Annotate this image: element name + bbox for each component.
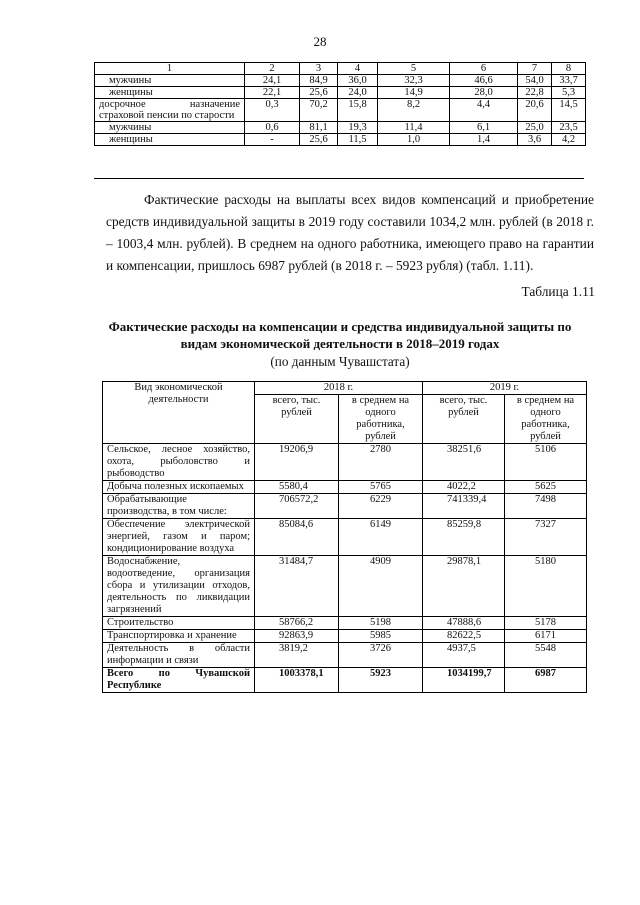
cell-value: 14,5 <box>552 99 586 122</box>
cell-value: 81,1 <box>300 122 338 134</box>
total-2019-cell: 1034199,7 <box>423 668 505 693</box>
total-2019-cell: 85259,8 <box>423 519 505 556</box>
cell-value: 22,8 <box>518 87 552 99</box>
cell-value: 46,6 <box>450 75 518 87</box>
avg-2019-cell: 5180 <box>505 556 587 617</box>
avg-2019-cell: 5178 <box>505 617 587 630</box>
header-year-2018: 2018 г. <box>255 382 423 395</box>
cell-value: 32,3 <box>378 75 450 87</box>
total-2018-cell: 706572,2 <box>255 494 339 519</box>
cell-value: 25,6 <box>300 134 338 146</box>
header-avg: в среднем на одного работника, рублей <box>505 395 587 444</box>
total-2019-cell: 4022,2 <box>423 481 505 494</box>
total-2018-cell: 3819,2 <box>255 643 339 668</box>
table-row <box>95 87 586 99</box>
cell-value: 15,8 <box>338 99 378 122</box>
total-2019-cell: 4937,5 <box>423 643 505 668</box>
total-2018-cell: 5580,4 <box>255 481 339 494</box>
column-number: 1 <box>95 63 245 75</box>
avg-2018-cell: 2780 <box>339 444 423 481</box>
column-number: 4 <box>338 63 378 75</box>
cell-value: 4,2 <box>552 134 586 146</box>
total-2018-cell: 58766,2 <box>255 617 339 630</box>
cell-value: 0,6 <box>245 122 300 134</box>
table-row <box>103 617 587 630</box>
cell-value: 54,0 <box>518 75 552 87</box>
table-row <box>95 99 586 122</box>
activity-cell: Обеспечение электрической энергией, газом и паром; кондиционирование воздуха <box>103 519 255 556</box>
cell-value: 11,5 <box>338 134 378 146</box>
cell-value: 14,9 <box>378 87 450 99</box>
avg-2019-cell: 6171 <box>505 630 587 643</box>
total-2018-cell: 19206,9 <box>255 444 339 481</box>
row-label: мужчины <box>95 122 245 134</box>
table-header-row <box>103 382 587 395</box>
table-row <box>103 643 587 668</box>
cell-value: 25,6 <box>300 87 338 99</box>
header-avg: в среднем на одного работника, рублей <box>339 395 423 444</box>
column-number: 3 <box>300 63 338 75</box>
cell-value: 3,6 <box>518 134 552 146</box>
activity-cell: Водоснабжение, водоотведение, организация сбора и утилизации отходов, деятельность по ликвидации загрязнений <box>103 556 255 617</box>
table-row <box>103 556 587 617</box>
cell-value: 6,1 <box>450 122 518 134</box>
column-number: 2 <box>245 63 300 75</box>
avg-2019-cell: 7498 <box>505 494 587 519</box>
table-row <box>95 75 586 87</box>
table-row <box>103 630 587 643</box>
avg-2018-cell: 5985 <box>339 630 423 643</box>
cell-value: 24,1 <box>245 75 300 87</box>
cell-value: 36,0 <box>338 75 378 87</box>
expenses-table <box>102 381 587 693</box>
activity-cell: Обрабатывающие производства, в том числе: <box>103 494 255 519</box>
header-total: всего, тыс. рублей <box>255 395 339 444</box>
cell-value: 33,7 <box>552 75 586 87</box>
table-row <box>103 481 587 494</box>
total-2019-cell: 47888,6 <box>423 617 505 630</box>
total-2019-cell: 82622,5 <box>423 630 505 643</box>
table-bottom-rule <box>94 178 584 179</box>
avg-2019-cell: 5548 <box>505 643 587 668</box>
activity-cell: Всего по Чувашской Республике <box>103 668 255 693</box>
avg-2018-cell: 5198 <box>339 617 423 630</box>
row-label: женщины <box>95 87 245 99</box>
avg-2019-cell: 5625 <box>505 481 587 494</box>
activity-cell: Деятельность в области информации и связи <box>103 643 255 668</box>
activity-cell: Транспортировка и хранение <box>103 630 255 643</box>
total-2018-cell: 31484,7 <box>255 556 339 617</box>
table-row <box>103 494 587 519</box>
continued-table <box>94 62 586 146</box>
total-2019-cell: 29878,1 <box>423 556 505 617</box>
cell-value: - <box>245 134 300 146</box>
table-total-row <box>103 668 587 693</box>
avg-2019-cell: 7327 <box>505 519 587 556</box>
cell-value: 4,4 <box>450 99 518 122</box>
cell-value: 5,3 <box>552 87 586 99</box>
total-2019-cell: 38251,6 <box>423 444 505 481</box>
cell-value: 11,4 <box>378 122 450 134</box>
cell-value: 22,1 <box>245 87 300 99</box>
column-number: 6 <box>450 63 518 75</box>
avg-2018-cell: 6149 <box>339 519 423 556</box>
column-number: 7 <box>518 63 552 75</box>
avg-2018-cell: 6229 <box>339 494 423 519</box>
avg-2018-cell: 4909 <box>339 556 423 617</box>
cell-value: 19,3 <box>338 122 378 134</box>
cell-value: 1,4 <box>450 134 518 146</box>
row-label: досрочное назначение страховой пенсии по старости <box>95 99 245 122</box>
cell-value: 23,5 <box>552 122 586 134</box>
cell-value: 84,9 <box>300 75 338 87</box>
header-total: всего, тыс. рублей <box>423 395 505 444</box>
page-number: 28 <box>313 34 327 49</box>
table-header-row <box>95 63 586 75</box>
total-2018-cell: 85084,6 <box>255 519 339 556</box>
header-activity: Вид экономической деятельности <box>103 382 255 444</box>
row-label: мужчины <box>95 75 245 87</box>
cell-value: 1,0 <box>378 134 450 146</box>
cell-value: 0,3 <box>245 99 300 122</box>
column-number: 8 <box>552 63 586 75</box>
table-row <box>95 122 586 134</box>
activity-cell: Строительство <box>103 617 255 630</box>
activity-cell: Добыча полезных ископаемых <box>103 481 255 494</box>
header-year-2019: 2019 г. <box>423 382 587 395</box>
total-2018-cell: 1003378,1 <box>255 668 339 693</box>
avg-2018-cell: 5923 <box>339 668 423 693</box>
table-row <box>95 134 586 146</box>
row-label: женщины <box>95 134 245 146</box>
avg-2018-cell: 5765 <box>339 481 423 494</box>
table-label: Таблица 1.11 <box>521 284 595 299</box>
cell-value: 8,2 <box>378 99 450 122</box>
cell-value: 24,0 <box>338 87 378 99</box>
total-2018-cell: 92863,9 <box>255 630 339 643</box>
table-subtitle: (по данным Чувашстата) <box>270 354 410 369</box>
table-row <box>103 519 587 556</box>
column-number: 5 <box>378 63 450 75</box>
avg-2018-cell: 3726 <box>339 643 423 668</box>
cell-value: 70,2 <box>300 99 338 122</box>
avg-2019-cell: 6987 <box>505 668 587 693</box>
activity-cell: Сельское, лесное хозяйство, охота, рыболовство и рыбоводство <box>103 444 255 481</box>
avg-2019-cell: 5106 <box>505 444 587 481</box>
body-paragraph: Фактические расходы на выплаты всех видов компенсаций и приобретение средств индивидуальной защиты в 2019 году составили 1034,2 млн. рублей (в 2018 г. – 1003,4 млн. рублей). В среднем на одного работника, имеющего право на гарантии и компенсации, пришлось 6987 рублей (в 2018 г. – 5923 рубля) (табл. 1.11). <box>106 192 594 273</box>
cell-value: 28,0 <box>450 87 518 99</box>
cell-value: 25,0 <box>518 122 552 134</box>
table-row <box>103 444 587 481</box>
total-2019-cell: 741339,4 <box>423 494 505 519</box>
table-title: Фактические расходы на компенсации и средства индивидуальной защиты по видам экономической деятельности в 2018–2019 годах <box>108 319 572 351</box>
cell-value: 20,6 <box>518 99 552 122</box>
